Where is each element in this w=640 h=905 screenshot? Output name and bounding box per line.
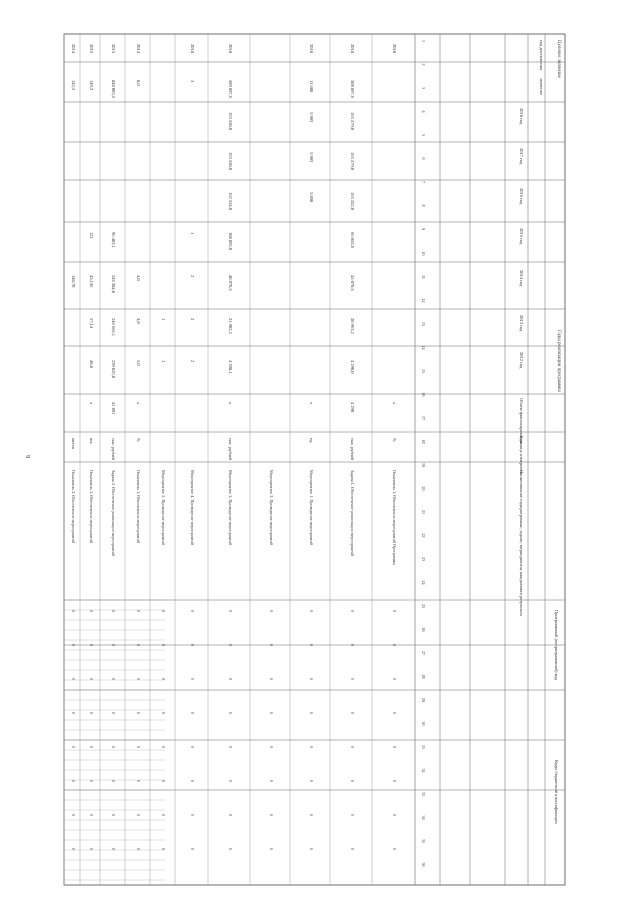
code-mark: 0 — [269, 712, 274, 714]
code-mark: 0 — [309, 610, 314, 612]
row-text: Задача 1. Обеспечение реализации мероприятий — [350, 470, 355, 557]
code-mark: 0 — [111, 780, 116, 782]
cell-y2015: 66 053,8 — [350, 232, 355, 248]
code-mark: 0 — [71, 610, 76, 612]
column-number: 1 — [421, 40, 426, 42]
cell-target_year: 2014 — [136, 44, 141, 53]
column-number: 12 — [421, 298, 426, 303]
column-number: 27 — [421, 651, 426, 655]
code-mark: 0 — [309, 712, 314, 714]
column-number: 36 — [421, 862, 426, 867]
code-mark: 0 — [190, 814, 195, 816]
row-text: Мероприятие 4. Проведение мероприятий — [190, 470, 195, 546]
cell-y2013: 4,0 — [136, 318, 141, 324]
column-number: 17 — [421, 416, 426, 420]
code-mark: 0 — [269, 610, 274, 612]
code-mark: 0 — [111, 848, 116, 850]
page-number: 9 — [24, 455, 30, 458]
cell-value: 508 897,6 — [350, 80, 355, 98]
code-mark: 0 — [89, 848, 94, 850]
code-mark: 0 — [136, 678, 141, 680]
code-mark: 0 — [71, 746, 76, 748]
cell-y2012: 1 — [161, 360, 166, 363]
cell-value: 3 — [190, 80, 195, 83]
code-mark: 0 — [71, 814, 76, 816]
code-mark: 0 — [71, 644, 76, 646]
cell-target_year: 2015 — [89, 44, 94, 53]
code-mark: 0 — [350, 678, 355, 680]
code-mark: 0 — [89, 780, 94, 782]
column-number: 19 — [421, 463, 426, 467]
column-number: 3 — [421, 87, 426, 89]
code-mark: 0 — [111, 678, 116, 680]
column-number: 13 — [421, 322, 426, 326]
cell-y2015: 108 892,0 — [228, 232, 233, 250]
cell-target_year: 2018 — [350, 44, 355, 53]
code-mark: 0 — [111, 644, 116, 646]
code-mark: 0 — [111, 746, 116, 748]
header-target-year: год достижения — [539, 40, 544, 71]
cell-financing: х — [392, 402, 397, 405]
code-mark: 0 — [392, 814, 397, 816]
header-indicator: Наименование подпрограммы, задачи, мероприятия, ожидаемого результата — [519, 470, 524, 617]
header-years-group: Годы реализации программы — [556, 330, 561, 392]
code-mark: 0 — [269, 678, 274, 680]
column-number: 7 — [421, 181, 426, 183]
cell-y2013: 57,14 — [89, 318, 94, 329]
cell-financing: 4 290 — [350, 402, 355, 413]
code-mark: 0 — [350, 780, 355, 782]
row-text: Показатель 1. Обеспечение мероприятий — [136, 470, 141, 544]
code-mark: 0 — [392, 712, 397, 714]
code-mark: 0 — [350, 746, 355, 748]
column-number: 21 — [421, 510, 426, 514]
cell-value: 11 688 — [309, 80, 314, 93]
column-number: 22 — [421, 533, 426, 538]
code-mark: 0 — [190, 644, 195, 646]
column-number: 24 — [421, 580, 426, 585]
cell-unit: тыс. рублей — [350, 438, 355, 461]
code-mark: 0 — [190, 848, 195, 850]
cell-value: 848 003,5 — [111, 80, 116, 98]
code-mark: 0 — [228, 610, 233, 612]
code-mark: 0 — [228, 780, 233, 782]
code-mark: 0 — [392, 678, 397, 680]
code-mark: 0 — [161, 678, 166, 680]
header-unit: Единица измерения — [519, 436, 524, 474]
cell-unit: тыс. рублей — [228, 438, 233, 461]
code-mark: 0 — [161, 644, 166, 646]
code-mark: 0 — [309, 814, 314, 816]
header-2013: 2013 год — [519, 315, 524, 332]
code-mark: 0 — [309, 678, 314, 680]
cell-value: 149,3 — [89, 80, 94, 91]
code-mark: 0 — [350, 610, 355, 612]
code-mark: 0 — [269, 848, 274, 850]
cell-y2014: 246 384,0 — [111, 275, 116, 293]
header-2015: 2015 год — [519, 228, 524, 245]
column-number: 35 — [421, 839, 426, 843]
cell-y2018: 163 579,0 — [350, 112, 355, 130]
column-number: 18 — [421, 439, 426, 444]
column-number: 33 — [421, 792, 426, 796]
header-program-group: Программный (непрограммный) код — [554, 610, 559, 680]
cell-unit: тыс. рублей — [111, 438, 116, 461]
header-2017: 2017 год — [519, 148, 524, 165]
cell-y2014: 45,156 — [89, 275, 94, 288]
cell-target_year: 2015 — [111, 44, 116, 53]
code-mark: 0 — [161, 780, 166, 782]
code-mark: 0 — [309, 848, 314, 850]
code-mark: 0 — [71, 848, 76, 850]
code-mark: 0 — [309, 644, 314, 646]
cell-target_year: 2018 — [190, 44, 195, 53]
code-mark: 0 — [136, 746, 141, 748]
cell-y2012: 48,8 — [89, 360, 94, 368]
cell-y2016: 5 898 — [309, 192, 314, 203]
cell-y2016: 162 534,0 — [228, 192, 233, 210]
column-number: 25 — [421, 604, 426, 608]
cell-value: 142,5 — [71, 80, 76, 91]
code-mark: 0 — [350, 712, 355, 714]
column-number: 30 — [421, 721, 426, 726]
cell-unit: место — [71, 438, 76, 450]
cell-y2017: 163 550,0 — [228, 152, 233, 170]
column-number: 29 — [421, 698, 426, 702]
code-mark: 0 — [89, 712, 94, 714]
header-2014: 2014 год — [519, 270, 524, 287]
column-number: 23 — [421, 557, 426, 561]
code-mark: 0 — [161, 712, 166, 714]
row-text: Мероприятие 1. Проведение мероприятий — [309, 470, 314, 546]
cell-unit: шт. — [89, 438, 94, 445]
code-mark: 0 — [350, 848, 355, 850]
cell-y2012: 4 398,1 — [228, 360, 233, 374]
code-mark: 0 — [228, 746, 233, 748]
code-mark: 0 — [269, 780, 274, 782]
cell-y2013: 20 963,2 — [350, 318, 355, 334]
cell-target_year: 2018 — [392, 44, 397, 53]
code-mark: 0 — [309, 746, 314, 748]
column-number: 20 — [421, 486, 426, 491]
row-text: Мероприятие 3. Проведение мероприятий — [228, 470, 233, 546]
code-mark: 0 — [161, 746, 166, 748]
code-mark: 0 — [190, 746, 195, 748]
code-mark: 0 — [136, 848, 141, 850]
code-mark: 0 — [190, 712, 195, 714]
code-mark: 0 — [269, 644, 274, 646]
code-mark: 0 — [136, 814, 141, 816]
column-number: 2 — [421, 63, 426, 66]
code-mark: 0 — [89, 814, 94, 816]
column-number: 14 — [421, 345, 426, 350]
code-mark: 0 — [190, 610, 195, 612]
code-mark: 0 — [71, 678, 76, 680]
cell-target_year: 2018 — [228, 44, 233, 53]
code-mark: 0 — [190, 678, 195, 680]
code-mark: 0 — [111, 814, 116, 816]
cell-financing: х — [89, 402, 94, 405]
cell-target_year: 2018 — [309, 44, 314, 53]
header-target-group: Целевое значение — [556, 40, 561, 78]
code-mark: 0 — [136, 712, 141, 714]
cell-y2015: 121 — [89, 232, 94, 239]
row-text: Задача 2. Обеспечение реализации мероприятий — [111, 470, 116, 557]
column-number: 5 — [421, 134, 426, 136]
code-mark: 0 — [392, 746, 397, 748]
cell-y2014: 140,70 — [71, 275, 76, 288]
column-number: 4 — [421, 110, 426, 113]
cell-financing: х — [309, 402, 314, 405]
row-text: Показатель 1. Обеспечение мероприятий — [89, 470, 94, 544]
code-mark: 0 — [89, 678, 94, 680]
row-text: Мероприятие 2. Проведение мероприятий — [269, 470, 274, 546]
header-2018: 2018 год — [519, 108, 524, 125]
cell-financing: х — [136, 402, 141, 405]
code-mark: 0 — [89, 644, 94, 646]
code-mark: 0 — [161, 610, 166, 612]
cell-y2017: 163 579,0 — [350, 152, 355, 170]
row-text: Мероприятие 5. Проведение мероприятий — [161, 470, 166, 546]
cell-y2014: 2 — [190, 275, 195, 278]
cell-unit: % — [392, 438, 397, 442]
column-number: 9 — [421, 228, 426, 230]
code-mark: 0 — [228, 848, 233, 850]
code-mark: 0 — [350, 814, 355, 816]
header-financing: Объем финансирования — [519, 398, 524, 444]
row-text: Показатель 1. Обеспечение мероприятий Программы — [392, 470, 397, 566]
cell-y2013: 1 — [161, 318, 166, 321]
cell-y2015: 1 — [190, 232, 195, 235]
code-mark: 0 — [269, 746, 274, 748]
cell-y2017: 5 903 — [309, 152, 314, 163]
column-number: 6 — [421, 157, 426, 160]
code-mark: 0 — [392, 644, 397, 646]
column-number: 26 — [421, 627, 426, 632]
code-mark: 0 — [111, 712, 116, 714]
column-number: 10 — [421, 251, 426, 256]
header-codes-group: Коды бюджетной классификации — [554, 760, 559, 824]
cell-target_year: 2014 — [71, 44, 76, 53]
code-mark: 0 — [350, 644, 355, 646]
header-2012: 2012 год — [519, 352, 524, 369]
code-mark: 0 — [71, 780, 76, 782]
code-mark: 0 — [190, 780, 195, 782]
cell-y2014: 4,0 — [136, 275, 141, 281]
header-value: значение — [539, 78, 544, 96]
cell-y2012: 5,0 — [136, 360, 141, 366]
column-number: 34 — [421, 815, 426, 820]
cell-value: 589 897,6 — [228, 80, 233, 98]
cell-unit: % — [136, 438, 141, 442]
cell-y2013: 21 902,2 — [228, 318, 233, 334]
cell-y2013: 2 — [190, 318, 195, 321]
column-number: 28 — [421, 674, 426, 679]
cell-value: 8,0 — [136, 80, 141, 86]
code-mark: 0 — [136, 610, 141, 612]
code-mark: 0 — [89, 746, 94, 748]
code-mark: 0 — [111, 610, 116, 612]
code-mark: 0 — [228, 678, 233, 680]
code-mark: 0 — [392, 610, 397, 612]
code-mark: 0 — [392, 848, 397, 850]
column-number: 15 — [421, 369, 426, 373]
code-mark: 0 — [309, 780, 314, 782]
code-mark: 0 — [161, 848, 166, 850]
code-mark: 0 — [161, 814, 166, 816]
code-mark: 0 — [269, 814, 274, 816]
cell-y2014: 45 070,6 — [350, 275, 355, 291]
cell-financing: 41 891 — [111, 402, 116, 415]
column-number: 16 — [421, 392, 426, 397]
code-mark: 0 — [228, 814, 233, 816]
code-mark: 0 — [228, 712, 233, 714]
cell-unit: ед. — [309, 438, 314, 444]
column-number: 8 — [421, 204, 426, 207]
code-mark: 0 — [228, 644, 233, 646]
code-mark: 0 — [71, 712, 76, 714]
cell-y2014: 40 070,6 — [228, 275, 233, 291]
cell-y2015: 96 403,1 — [111, 232, 116, 248]
column-number: 31 — [421, 745, 426, 749]
code-mark: 0 — [136, 644, 141, 646]
column-number: 11 — [421, 275, 426, 279]
header-2016: 2016 год — [519, 188, 524, 205]
column-number: 32 — [421, 768, 426, 773]
cell-y2018: 5 903 — [309, 112, 314, 123]
cell-y2013: 246 666,1 — [111, 318, 116, 336]
cell-y2012: 2 — [190, 360, 195, 363]
cell-y2016: 163 352,0 — [350, 192, 355, 210]
row-text: Показатель 2. Обеспечение мероприятий — [71, 470, 76, 544]
cell-y2012: 239 026,0 — [111, 360, 116, 378]
code-mark: 0 — [392, 780, 397, 782]
code-mark: 0 — [89, 610, 94, 612]
cell-y2018: 163 550,0 — [228, 112, 233, 130]
cell-y2012: 4 290,0 — [350, 360, 355, 374]
cell-financing: х — [228, 402, 233, 405]
code-mark: 0 — [136, 780, 141, 782]
